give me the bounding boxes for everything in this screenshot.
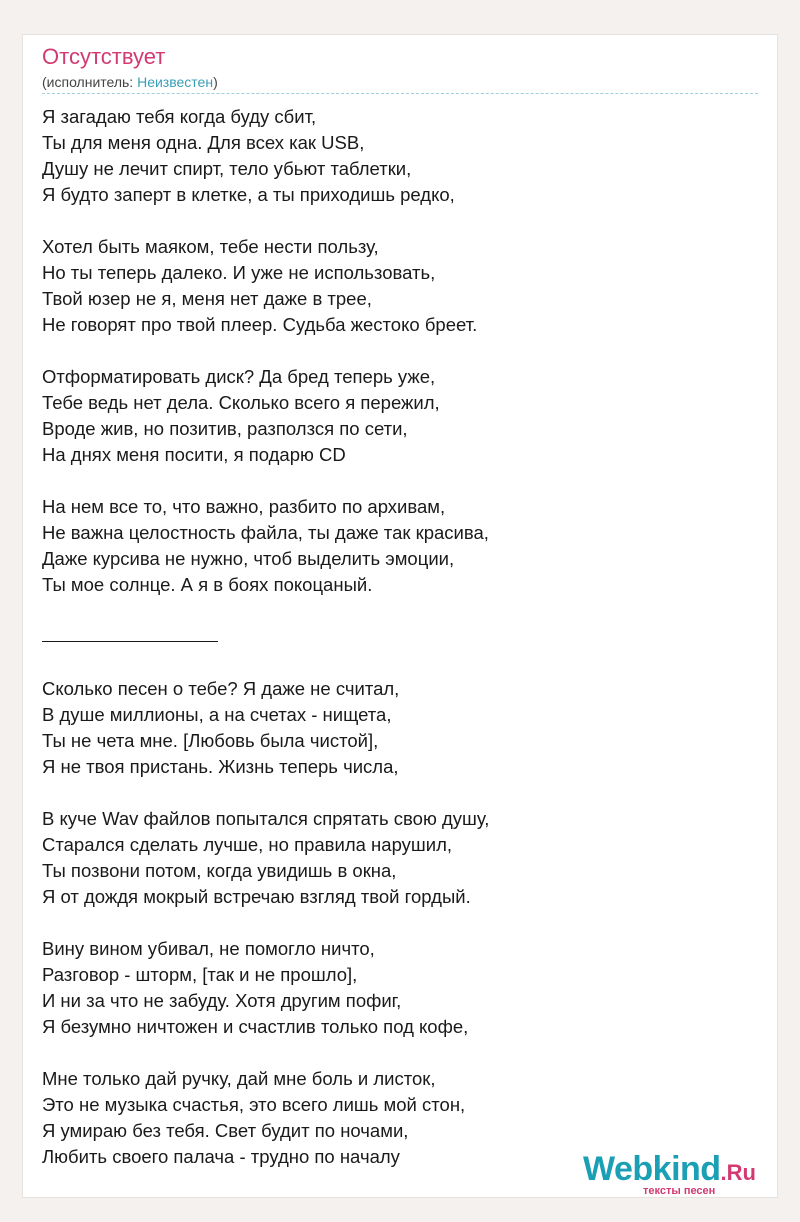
lyric-line: Я умираю без тебя. Свет будит по ночами, — [42, 1120, 409, 1141]
stanza — [42, 104, 742, 208]
lyric-line: Ты для меня одна. Для всех как USB, — [42, 132, 365, 153]
lyric-line: Вину вином убивал, не помогло ничто, — [42, 938, 375, 959]
lyric-line: Не говорят про твой плеер. Судьба жестоко бреет. — [42, 314, 478, 335]
lyric-line: Я будто заперт в клетке, а ты приходишь редко, — [42, 184, 455, 205]
lyric-line: Это не музыка счастья, это всего лишь мой стон, — [42, 1094, 466, 1115]
lyric-line: Сколько песен о тебе? Я даже не считал, — [42, 678, 400, 699]
lyric-line: В душе миллионы, а на счетах - нищета, — [42, 704, 392, 725]
logo-tld: .Ru — [720, 1160, 756, 1185]
lyric-line: Я от дождя мокрый встречаю взгляд твой гордый. — [42, 886, 471, 907]
stanza — [42, 676, 742, 780]
lyric-line: Тебе ведь нет дела. Сколько всего я пережил, — [42, 392, 440, 413]
lyric-line: На днях меня посити, я подарю CD — [42, 444, 346, 465]
lyric-line: Ты не чета мне. [Любовь была чистой], — [42, 730, 379, 751]
stanza — [42, 806, 742, 910]
lyric-line: На нем все то, что важно, разбито по архивам, — [42, 496, 446, 517]
lyric-line: Вроде жив, но позитив, разползся по сети, — [42, 418, 408, 439]
lyric-line: Ты позвони потом, когда увидишь в окна, — [42, 860, 397, 881]
lyric-line: Ты мое солнце. А я в боях покоцаный. — [42, 574, 373, 595]
stanza — [42, 364, 742, 468]
stanza — [42, 494, 742, 598]
lyric-line: В куче Wav файлов попытался спрятать свою душу, — [42, 808, 490, 829]
stanza — [42, 234, 742, 338]
lyric-line: Старался сделать лучше, но правила нарушил, — [42, 834, 453, 855]
logo-wordmark: Webkind — [583, 1150, 721, 1188]
lyric-line: Разговор - шторм, [так и не прошло], — [42, 964, 358, 985]
stanza — [42, 936, 742, 1040]
artist-suffix: ) — [213, 74, 218, 90]
lyric-line: Не важна целостность файла, ты даже так красива, — [42, 522, 489, 543]
webkind-logo[interactable] — [583, 1150, 756, 1197]
lyric-line: Хотел быть маяком, тебе нести пользу, — [42, 236, 379, 257]
logo-tagline: тексты песен — [643, 1185, 716, 1197]
separator-block — [42, 624, 742, 676]
lyric-line: Я загадаю тебя когда буду сбит, — [42, 106, 317, 127]
artist-line — [42, 73, 218, 91]
lyric-line: Даже курсива не нужно, чтоб выделить эмоции, — [42, 548, 455, 569]
lyric-line: Душу не лечит спирт, тело убьют таблетки, — [42, 158, 412, 179]
lyric-line: Я не твоя пристань. Жизнь теперь числа, — [42, 756, 399, 777]
lyric-line: Но ты теперь далеко. И уже не использовать, — [42, 262, 436, 283]
lyric-line: И ни за что не забуду. Хотя другим пофиг, — [42, 990, 402, 1011]
lyric-line: Отформатировать диск? Да бред теперь уже, — [42, 366, 436, 387]
header-divider — [42, 93, 758, 94]
lyrics-separator — [42, 641, 218, 642]
lyric-line: Мне только дай ручку, дай мне боль и листок, — [42, 1068, 436, 1089]
artist-link[interactable]: Неизвестен — [137, 74, 214, 90]
lyric-line: Твой юзер не я, меня нет даже в трее, — [42, 288, 372, 309]
lyric-line: Любить своего палача - трудно по началу — [42, 1146, 400, 1167]
lyric-line: Я безумно ничтожен и счастлив только под кофе, — [42, 1016, 469, 1037]
lyrics-body — [42, 104, 742, 1196]
song-title: Отсутствует — [42, 44, 166, 69]
artist-prefix: (исполнитель: — [42, 74, 138, 90]
